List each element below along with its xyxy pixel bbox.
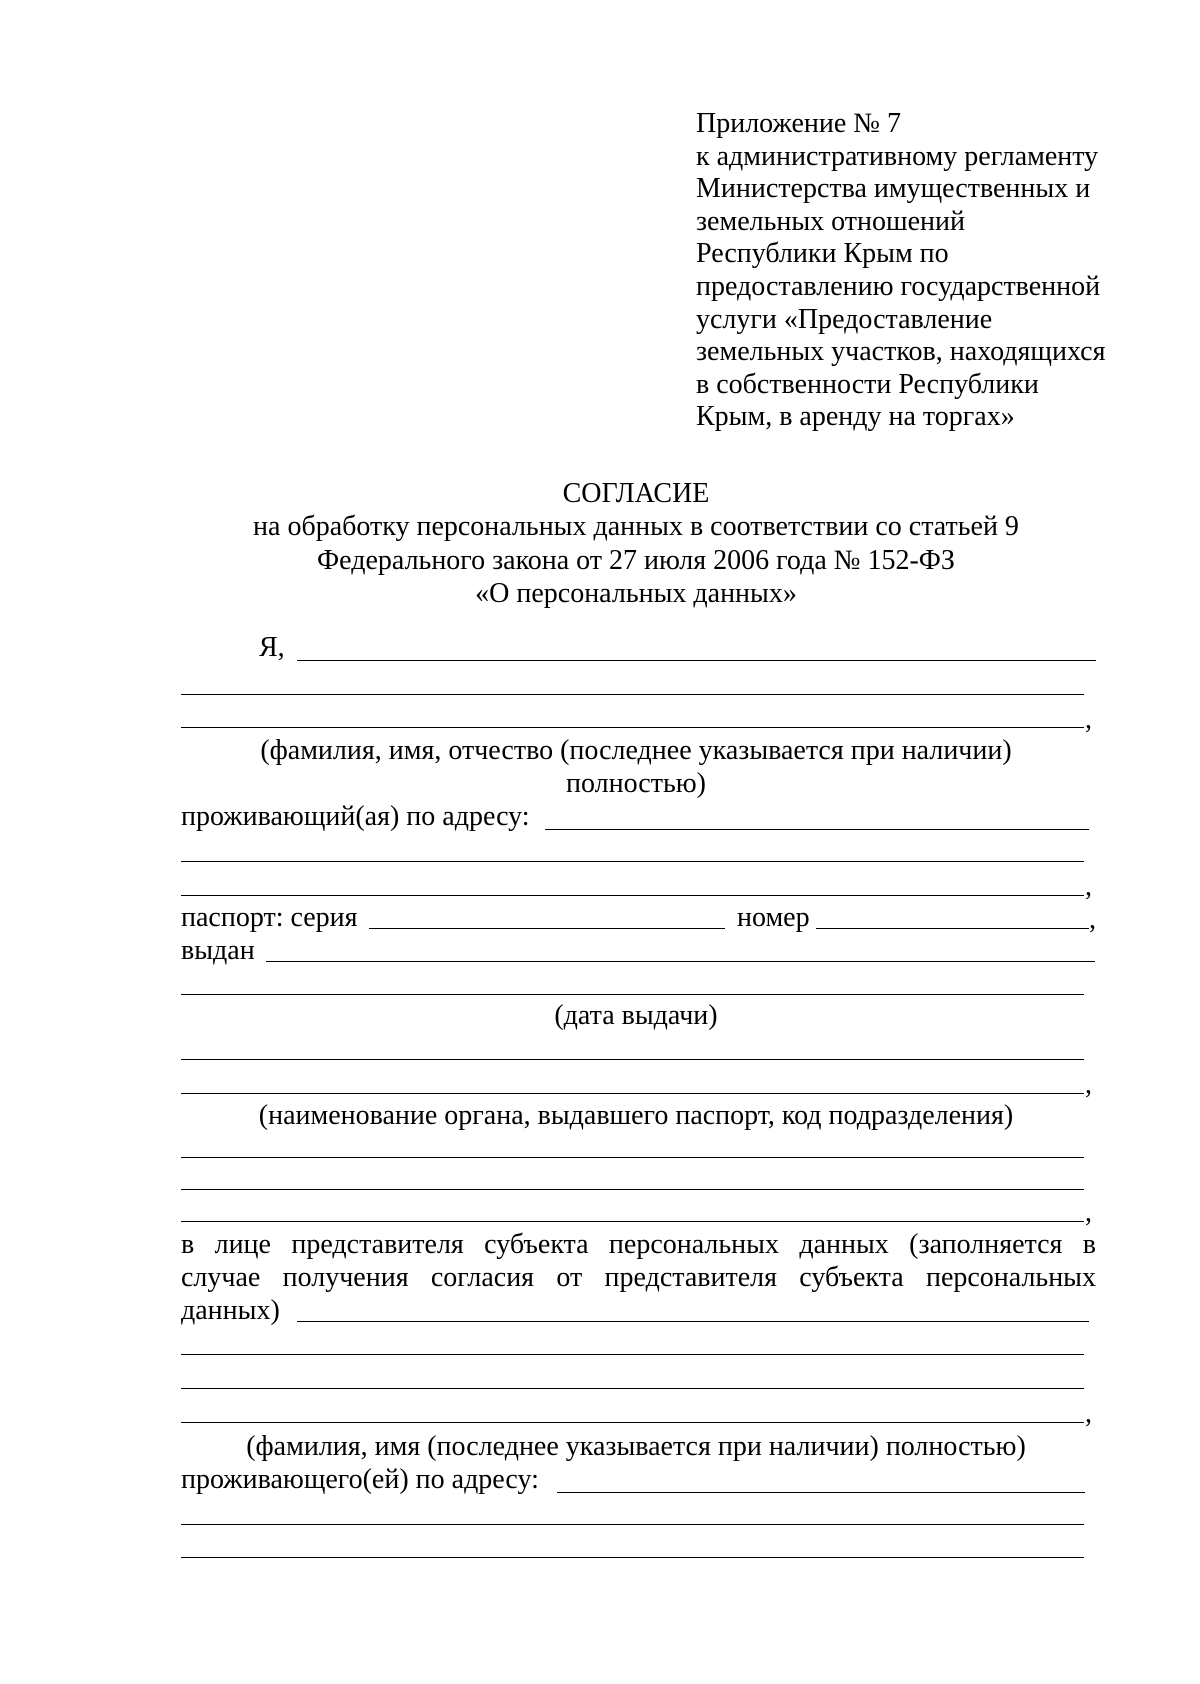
issue-date-field-line[interactable]	[181, 994, 1084, 995]
appendix-line: земельных участков, находящихся	[696, 336, 1106, 368]
address-field-line[interactable]	[181, 861, 1084, 862]
representative-field-line[interactable]	[181, 1422, 1084, 1423]
representative-text: в лице представителя субъекта персональных данных (заполняется в	[181, 1229, 1096, 1260]
rep-address-field-line[interactable]	[557, 1492, 1085, 1493]
representative-fio-caption: (фамилия, имя (последнее указывается при наличии) полностью)	[246, 1431, 1026, 1462]
representative-field-line[interactable]	[297, 1321, 1089, 1322]
representative-field-line[interactable]	[181, 1388, 1084, 1389]
representative-field-line[interactable]	[181, 1354, 1084, 1355]
comma: ,	[1089, 904, 1096, 935]
appendix-line: предоставлению государственной	[696, 270, 1101, 302]
fio-field-line[interactable]	[181, 727, 1084, 728]
comma: ,	[1085, 871, 1092, 902]
passport-series-field[interactable]	[369, 928, 725, 929]
authority-field-line[interactable]	[181, 1189, 1084, 1190]
comma: ,	[1085, 1197, 1092, 1228]
appendix-line: Приложение № 7	[696, 108, 901, 139]
appendix-line: в собственности Республики	[696, 368, 1039, 400]
representative-text: случае получения согласия от представителя субъекта персональных	[181, 1262, 1096, 1293]
authority-field-line[interactable]	[181, 1157, 1084, 1158]
ya-label: Я,	[259, 632, 285, 663]
rep-address-field-line[interactable]	[181, 1524, 1084, 1525]
rep-address-label: проживающего(ей) по адресу:	[181, 1464, 539, 1495]
comma: ,	[1085, 704, 1092, 735]
address-field-line[interactable]	[545, 829, 1089, 830]
authority-caption: (наименование органа, выдавшего паспорт, код подразделения)	[258, 1100, 1014, 1131]
passport-series-label: паспорт: серия	[181, 902, 358, 933]
comma: ,	[1085, 1069, 1092, 1100]
issued-by-field-line[interactable]	[266, 961, 1095, 962]
fio-caption: полностью)	[566, 768, 706, 799]
document-subtitle-1: на обработку персональных данных в соответствии со статьей 9	[253, 511, 1019, 542]
passport-number-label: номер	[737, 902, 810, 933]
document-subtitle-3: «О персональных данных»	[475, 578, 797, 609]
document-subtitle-2: Федерального закона от 27 июля 2006 года № 152-ФЗ	[317, 545, 955, 576]
appendix-line: земельных отношений	[696, 205, 965, 237]
fio-caption: (фамилия, имя, отчество (последнее указывается при наличии)	[260, 735, 1012, 766]
authority-field-line[interactable]	[181, 1093, 1084, 1094]
issued-label: выдан	[181, 935, 255, 966]
fio-field-line[interactable]	[297, 660, 1096, 661]
rep-address-field-line[interactable]	[181, 1557, 1084, 1558]
appendix-header	[696, 108, 1105, 434]
appendix-line: Крым, в аренду на торгах»	[696, 401, 1015, 433]
authority-field-line[interactable]	[181, 1221, 1084, 1222]
passport-number-field[interactable]	[816, 928, 1089, 929]
representative-text: данных)	[181, 1295, 280, 1326]
appendix-line: Республики Крым по	[696, 238, 949, 270]
fio-field-line[interactable]	[181, 694, 1084, 695]
address-field-line[interactable]	[181, 895, 1084, 896]
address-label: проживающий(ая) по адресу:	[181, 801, 530, 832]
appendix-line: к административному регламенту	[696, 140, 1099, 172]
appendix-line: услуги «Предоставление	[696, 303, 993, 335]
authority-field-line[interactable]	[181, 1059, 1084, 1060]
document-title: СОГЛАСИЕ	[562, 478, 710, 509]
comma: ,	[1085, 1398, 1092, 1429]
issue-date-caption: (дата выдачи)	[554, 1000, 718, 1031]
appendix-line: Министерства имущественных и	[696, 173, 1091, 205]
